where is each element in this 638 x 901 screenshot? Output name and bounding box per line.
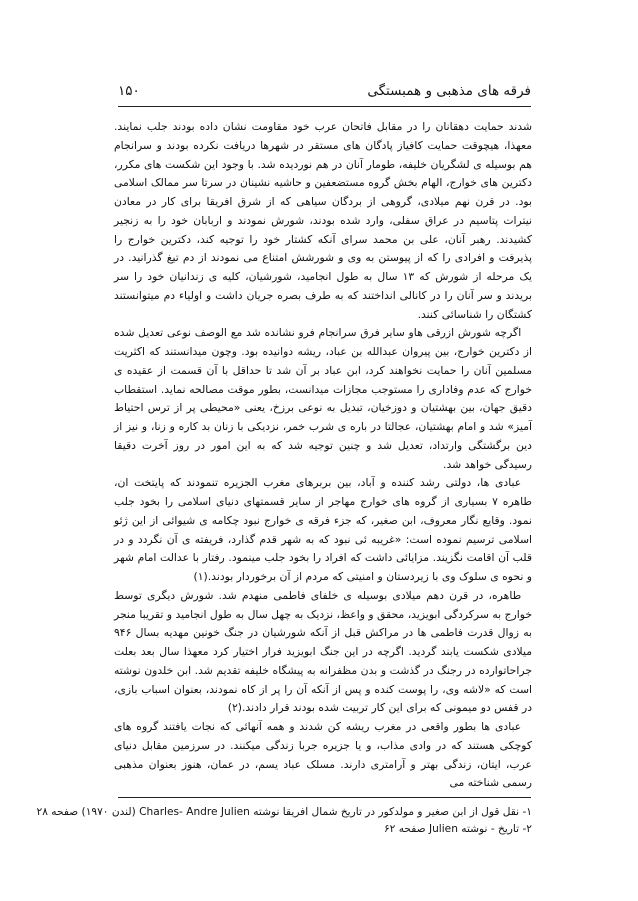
paragraph: طاهره، در قرن دهم میلادی بوسیله ی خلفای فاطمی منهدم شد. شورش دیگری توسط خوارج به سرکردگی ابویزید، محقق و واعظ، نزدیک به چهل سال به طول انجامید و تقریبا منجر به زوال قدرت فاطمی ها در مراکش قبل از آنکه شورشیان در جنگ خونین مهدیه بسال ۹۴۶ میلادی شکست یابند گردید. اگرچه در این جنگ ابویزید فرار اختیار کرد معهذا سال بعد بعلت جراحاتوارده در رجنگ در گذشت و بدن مظفرانه به پیشگاه خلیفه تقدیم شد. ابن خلدون نوشته است که «لاشه وی، را پوست کنده و پس از آنکه آن را پر از کاه نمودند، بعنوان اسباب بازی، در قفس دو میمونی که برای این کار تربیت شده بودند قرار دادند.(۲) (114, 588, 532, 715)
page-header (118, 80, 531, 102)
paragraph: اگرچه شورش ازرقی هاو سایر فرق سرانجام فرو نشانده شد مع الوصف نوعی تعدیل شده از دکترین خوارج، بین پیروان عبدالله بن عباد، ریشه دوانیده بود. وچون میدانستند که اکثریت مسلمین آنان را حمایت نخواهند کرد، ابن عباد بر آن شد تا حداقل با آن قسمت از عقیده ی خوارج که عدم وفاداری را مستوجب مجازات میدانست، بطور موقت مصالحه نماید. استقطاب دقیق جهان، بین بهشتیان و دوزخیان، تبدیل به نوعی برزخ، یعنی «محیطی پر از ترس احتیاط آمیز» شد و امام بهشتیان، عجالتا در باره ی شرب خمر، نزدیکی با زنان بد کاره و زنا، و نیز از دین برگشتگی وارتداد، تعدیل شد و چنین توجیه شد که به این امور در روز آخرت دقیقا رسیدگی خواهد شد. (114, 326, 532, 471)
page-number: ۱۵۰ (118, 83, 140, 99)
body-text (114, 118, 532, 790)
header-rule (118, 106, 531, 107)
footnotes (36, 804, 532, 838)
paragraph: شدند حمایت دهقانان را در مقابل فاتحان عرب خود مقاومت نشان داده بودند جلب نمایند. معهذا، هیچوقت حمایت کافیاز پادگان های مستقر در شهرها دریافت نکرده بودند و سرانجام هم بوسیله ی لشگریان خلیفه، طومار آنان در هم نوردیده شد. با وجود این شکست های مکرر، دکترین های خوارج، الهام بخش گروه مستضعفین و حاشیه نشینان در سرتا سر ممالک اسلامی بود. در قرن نهم میلادی، گروهی از بردگان سیاهی که از شرق افریقا برای کار در معادن نیترات پتاسیم در عراق سفلی، وارد شده بودند، شورش نمودند و اربابان خود را به زنجیر کشیدند. رهبر آنان، علی بن محمد سرای آنکه کشتار خود را توجیه کند، دکترین خوارج را پذیرفت و افرادی را که از پیوستن به وی و شورشش امتناع می نمودند از دم تیغ گذرانید. در یک مرحله از شورش که ۱۳ سال به طول انجامید، شورشیان، کلیه ی زندانیان خود را سر بریدند و سر آنان را در کانالی انداختند که به طرف بصره جریان داشت و اولیاء دم میتوانستند کشتگان را شناسائی کنند. (114, 120, 532, 321)
paragraph: عبادی ها بطور واقعی در مغرب ریشه کن شدند و همه آنهائی که نجات یافتند گروه های کوچکی هستند که در وادی مذاب، و یا جزیره جربا زندگی میکنند. در سرزمین مقابل دنیای عرب، ایتان، زندگی بهتر و آرامتری دارند. مسلک عباد یسم، در عمان، هنوز بعنوان مذهبی رسمی شناخته می (114, 720, 532, 790)
running-title: فرقه های مذهبی و همبستگی (367, 83, 531, 99)
footnote-1: ۱- نقل قول از ابن صغیر و مولدکور در تاریخ شمال افریقا نوشته Charles- Andre Julien (لندن ۱۹۷۰) صفحه ۲۸ (36, 806, 532, 818)
footnote-rule (118, 797, 531, 798)
paragraph: عبادی ها، دولتی رشد کننده و آباد، بین بربرهای مغرب الجزیره تنمودند که پایتخت ان، طاهره ۷ بسیاری از گروه های خوارج مهاجر از سایر قسمتهای دنیای اسلامی را بخود جلب نمود. وقایع نگار معروف، ابن صغیر، که جزء فرقه ی خوارج نبود چکامه ی شیوائی از این ژئو اسلامی ترسیم نموده است: «غریبه ئی نبود که به شهر قدم گذارد، فریفته ی آن نگردد و در قلب آن اقامت نگزیند. مزایائی داشت که افراد را بخود جلب مینمود. رفتار با عدالت امام شهر و نحوه ی سلوک وی با زیردستان و امنیتی که مردم از آن برخوردار بودند.(۱) (114, 476, 532, 583)
footnote-2: ۲- تاریخ - نوشته Julien صفحه ۶۲ (383, 823, 532, 835)
